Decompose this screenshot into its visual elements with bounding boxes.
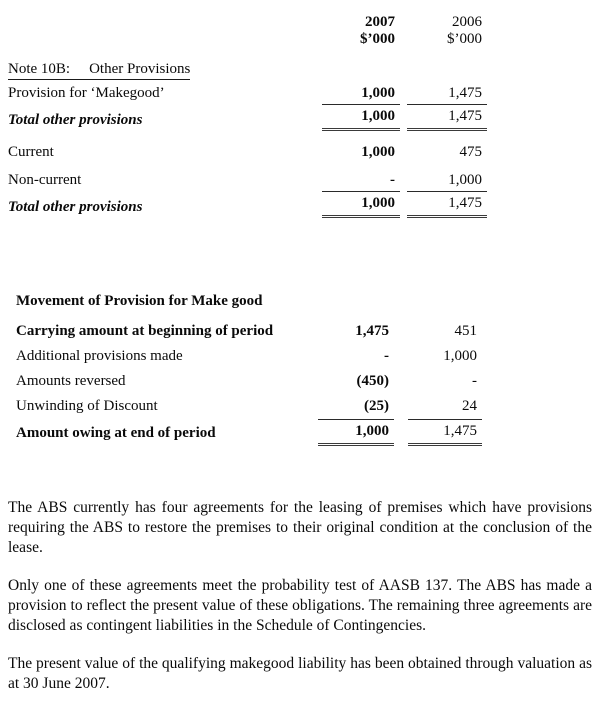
table-row	[16, 369, 482, 394]
value-2006: 24	[462, 398, 477, 414]
table-row-total	[8, 191, 487, 218]
paragraph: The present value of the qualifying makegood liability has been obtained through valuation as at 30 June 2007.	[8, 655, 592, 692]
table-row	[16, 319, 482, 344]
unit-2007: $’000	[360, 31, 395, 47]
row-label: Provision for ‘Makegood’	[8, 85, 165, 101]
value-2006: 1,000	[443, 348, 477, 364]
provisions-table	[8, 83, 592, 218]
column-headers	[8, 12, 487, 48]
note-heading	[8, 61, 190, 80]
paragraph: The ABS currently has four agreements for the leasing of premises which have provisions requiring the ABS to restore the premises to their original condition at the conclusion of the lease.	[8, 499, 592, 556]
paragraph: Only one of these agreements meet the probability test of AASB 137. The ABS has made a provision to reflect the present value of these obligations. The remaining three agreements are disclosed as contingent liabilities in the Schedule of Contingencies.	[8, 577, 592, 634]
value-2006: 451	[454, 323, 477, 339]
value-2007: 1,000	[322, 104, 400, 131]
note-number: Note 10B:	[8, 61, 71, 77]
table-row	[8, 170, 487, 191]
value-2007: 1,475	[355, 323, 389, 339]
table-row	[8, 83, 487, 104]
table-row-total	[16, 419, 482, 446]
row-label: Carrying amount at beginning of period	[16, 323, 274, 339]
row-label: Total other provisions	[8, 112, 143, 128]
row-label: Amounts reversed	[16, 373, 126, 389]
table-row	[16, 344, 482, 369]
note-title: Other Provisions	[89, 61, 191, 77]
value-2006: 475	[459, 144, 482, 160]
value-2006: 1,475	[408, 419, 482, 446]
row-label: Total other provisions	[8, 199, 143, 215]
value-2006: -	[472, 373, 477, 389]
row-label: Additional provisions made	[16, 348, 183, 364]
value-2007: 1,000	[318, 419, 394, 446]
row-label: Amount owing at end of period	[16, 425, 216, 441]
note-heading-line	[8, 48, 592, 80]
value-2007: -	[390, 172, 395, 188]
value-2006: 1,475	[407, 104, 487, 131]
column-header-2007	[322, 12, 400, 48]
table-row	[8, 142, 487, 163]
movement-table-heading: Movement of Provision for Make good	[16, 293, 263, 309]
value-2007: 1,000	[361, 85, 395, 101]
row-label: Unwinding of Discount	[16, 398, 158, 414]
value-2007: (25)	[364, 398, 389, 414]
movement-table	[8, 292, 592, 446]
table-row	[16, 394, 482, 419]
unit-2006: $’000	[447, 31, 482, 47]
value-2006: 1,475	[448, 85, 482, 101]
column-header-2006	[407, 12, 487, 48]
year-2007: 2007	[365, 14, 395, 30]
value-2007: 1,000	[322, 191, 400, 218]
value-2007: -	[384, 348, 389, 364]
table-row-total	[8, 104, 487, 131]
year-2006: 2006	[452, 14, 482, 30]
value-2006: 1,475	[407, 191, 487, 218]
row-label: Current	[8, 144, 54, 160]
value-2007: (450)	[356, 373, 389, 389]
row-label: Non-current	[8, 172, 82, 188]
narrative-text	[8, 498, 592, 694]
value-2006: 1,000	[448, 172, 482, 188]
value-2007: 1,000	[361, 144, 395, 160]
